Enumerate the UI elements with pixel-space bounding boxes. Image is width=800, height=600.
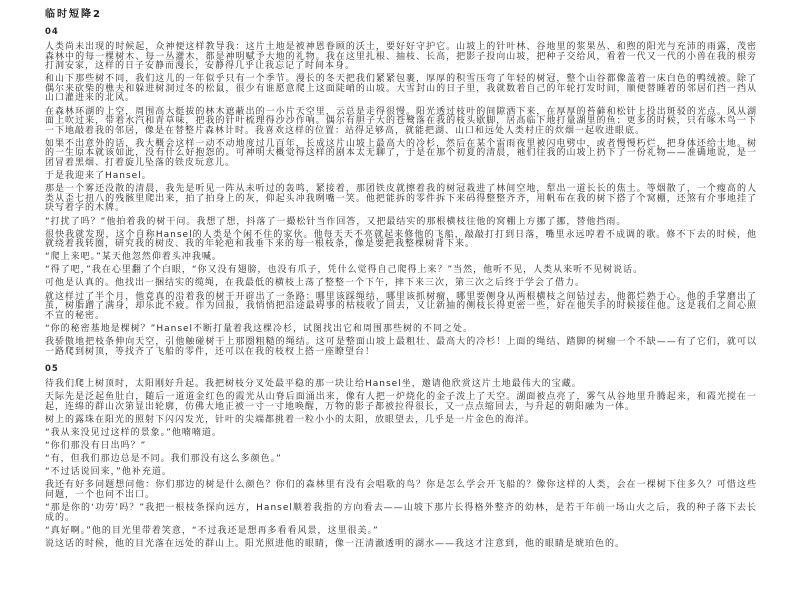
paragraph-dialogue: “爬上来吧。”某天他忽然仰着头冲我喊。	[45, 252, 222, 263]
paragraph-hansel-arrival: 于是我迎来了Hansel。	[45, 171, 152, 182]
paragraph: 那是一个雾还没散的清晨，我先是听见一阵从未听过的轰鸣，紧接着，那团铁皮就擦着我的树冠栽进了林间空地，犁出一道长长的焦土。等烟散了，一个瘦高的人类从歪七扭八的残骸里爬出来，拍了拍身上的灰，仰起头冲我咧嘴一笑。他把能拆的零件拆下来码得整整齐齐，用帆布在我的树下搭了个窝棚，还煞有介事地挂了块写着字的木牌。	[45, 184, 757, 214]
chapter-marker-04: 04	[45, 27, 59, 37]
paragraph: 在森林环湖的上空，周围高大挺拔的林木遮蔽出的一小片天空里，云总是走得很慢。阳光透过枝叶的间隙洒下来，在厚厚的苔藓和松针上投出斑驳的光点。风从湖面上吹过来，带着水汽和青草味，把我的针叶梳理得沙沙作响。偶尔有胆子大的苍鹭落在我的枝头歇脚，居高临下地打量湖里的鱼；更多的时候，只有啄木鸟一下一下地敲着我的邻居，像是在替整片森林计时。我喜欢这样的位置：站得足够高，就能把湖、山口和远处人类村庄的炊烟一起收进眼底。	[45, 106, 757, 136]
paragraph-dialogue: “不过话说回来，”他补充道。	[45, 467, 172, 478]
paragraph: 我还有好多问题想问他：你们那边的树是什么颜色？你们的森林里有没有会唱歌的鸟？你是怎么学会开飞船的？像你这样的人类，会在一棵树下住多久？可惜这些问题，一个也问不出口。	[45, 480, 757, 500]
paragraph: 如果不出意外的话，我大概会这样一动不动地度过几百年，长成这片山坡上最高大的冷杉，然后在某个雷雨夜里被闪电劈中，或者慢慢朽烂，把身体还给土地。树的一生原本就该如此，没有什么好抱怨的。可神明大概觉得这样的剧本太无聊了，于是在那个初夏的清晨，祂们往我的山坡上扔下了一份礼物——准确地说，是一团冒着黑烟、打着旋儿坠落的铁皮玩意儿。	[45, 138, 757, 169]
chapter-marker-05: 05	[45, 364, 59, 375]
paragraph-dialogue: “那是你的‘功劳’吗？”我把一根枝条探向远方，Hansel顺着我指的方向看去——山坡下那片长得格外整齐的幼林，是若干年前一场山火之后，我的种子落下去长成的。	[45, 503, 757, 523]
paragraph-dialogue: “你的秘密基地是棵树？”Hansel不断打量着我这棵冷杉，试图找出它和周围那些树的不同之处。	[45, 323, 474, 334]
paragraph: 树上的露珠在阳光的照射下闪闪发光，针叶的尖端都挑着一粒小小的太阳，放眼望去，几乎是一片金色的海洋。	[45, 414, 536, 425]
paragraph-dialogue: “有，但我们那边总是不同。我们那没有这么多颜色。”	[45, 454, 282, 465]
paragraph-dialogue: “得了吧，”我在心里翻了个白眼，“你又没有翅膀，也没有爪子，凭什么觉得自己爬得上来？”当然，他听不见，人类从来听不见树说话。	[45, 265, 644, 276]
paragraph: 待我们爬上树顶时，太阳刚好升起。我把树枝分叉处最平稳的那一块让给Hansel坐，邀请他欣赏这片土地最伟大的宝藏。	[45, 379, 582, 390]
paragraph: 我骄傲地把枝条伸向天空，引他触碰树干上那圈粗糙的绳结。这可是整面山坡上最粗壮、最高大的冷杉！上面的绳结、踏脚的树瘤一个不缺——有了它们，就可以一路爬到树顶，等找齐了飞船的零件，还可以在我的枝杈上搭一座瞭望台！	[45, 336, 757, 357]
paragraph: 就这样过了半个月，他竟真的沿着我的树干开辟出了一条路：哪里该踩绳结，哪里该抓树瘤，哪里要侧身从两根横枝之间钻过去，他都烂熟于心。他的手掌磨出了茧，树脂蹭了满身，却乐此不疲。作为回报，我悄悄把沿途最碍事的枯枝收了回去，又让新抽的侧枝长得更密一些，好在他失手的时候接住他。这是我们之间心照不宣的秘密。	[45, 291, 757, 321]
paragraph-dialogue: “真好啊。”他的目光里带着笑意，“不过我还是想再多看看风景，这里很美。”	[45, 525, 379, 536]
paragraph-dialogue: “打扰了吗？”他拍着我的树干问。我想了想，抖落了一撮松针当作回答，又把最结实的那根横枝往他的窝棚上方挪了挪，替他挡雨。	[45, 216, 627, 227]
paragraph-dialogue: “我从来没见过这样的景象。”他喃喃道。	[45, 428, 222, 438]
paragraph-dialogue: “你们那没有日出吗？”	[45, 441, 147, 452]
paragraph: 和山下那些树不同，我们这儿的一年似乎只有一个季节。漫长的冬天把我们紧紧包裹，厚厚的积雪压弯了年轻的树冠，整个山谷都像盖着一床白色的鸭绒被。除了偶尔来砍柴的樵夫和躲进树洞过冬的松鼠，很少有谁愿意爬上这面陡峭的山坡。大雪封山的日子里，我就数着自己的年轮打发时间，顺便替睡着的邻居们挡一挡从山口灌进来的北风。	[45, 74, 757, 104]
paragraph: 人类尚未出现的时候起，众神便这样教导我：这片土地是被神恩眷顾的沃土，要好好守护它。山坡上的针叶林、谷地里的浆果丛、和煦的阳光与充沛的雨露，茂密森林中的每一棵树木、每一丛灌木，都是神明赋予大地的礼物。我在这里扎根、抽枝、长高，把影子投向山坡，把种子交给风，看着一代又一代的小兽在我的根旁打洞安家，这样的日子安静而漫长，安静得几乎让我忘记了时间本身。	[45, 42, 757, 72]
paragraph-ending: 说这话的时候，他的目光落在远处的群山上。阳光照进他的眼睛，像一汪清澈透明的湖水——我这才注意到，他的眼睛是琥珀色的。	[45, 538, 626, 549]
paragraph: 很快我就发现，这个自称Hansel的人类是个闲不住的家伙。他每天天不亮就起来修他的飞船，敲敲打打到日落，嘴里永远哼着不成调的歌。修不下去的时候，他就绕着我转圈，研究我的树皮、我的年轮疤和我垂下来的每一根枝条，像是要把我整棵树背下来。	[45, 229, 757, 250]
paragraph: 可他是认真的。他找出一捆结实的缆绳，在我最低的横枝上荡了整整一个下午，摔下来三次，第三次之后终于学会了借力。	[45, 278, 586, 289]
paragraph: 天际先是泛起鱼肚白，随后一道道金红色的霞光从山脊后面涌出来，像有人把一炉烧化的金子泼上了天空。湖面被点亮了，雾气从谷地里升腾起来，和霞光搅在一起，连绵的群山次第显出轮廓，仿佛大地正被一寸一寸地唤醒，万物的影子都被拉得很长，又一点点缩回去，与升起的朝阳融为一体。	[45, 392, 757, 412]
document-title: 临时短降2	[45, 9, 102, 20]
